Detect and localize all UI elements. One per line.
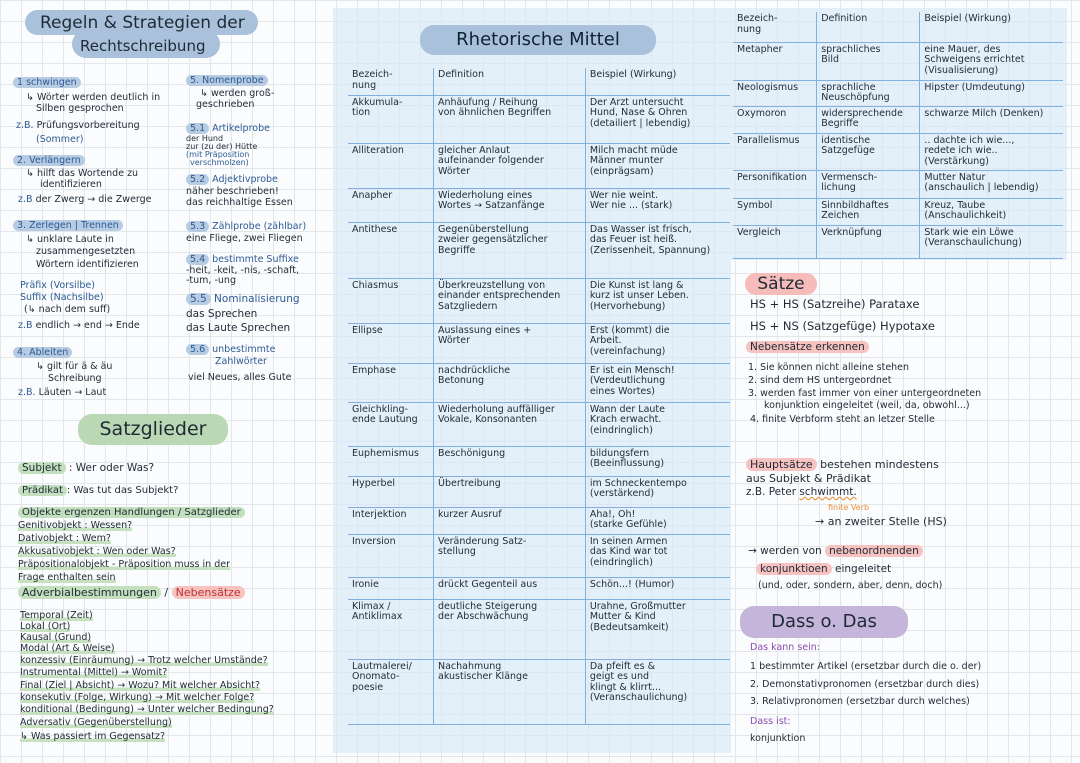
- text: endlich → end → Ende: [35, 320, 140, 331]
- text: z.B. Peter: [746, 486, 797, 498]
- adverbial-item: Instrumental (Mittel) → Womit?: [20, 667, 168, 678]
- heading-zerlegen: 3. Zerlegen | Trennen: [13, 220, 123, 231]
- term-cell: Antithese: [348, 222, 434, 278]
- num: 5.4: [186, 254, 209, 265]
- text: 1. Sie können nicht alleine stehen: [748, 362, 910, 373]
- table-row: [348, 143, 730, 188]
- table-row: [733, 225, 1063, 258]
- text: → werden von: [748, 545, 822, 557]
- text: (↳ nach dem suff): [24, 304, 111, 315]
- text: das Sprechen: [186, 308, 258, 320]
- column-header: Beispiel (Wirkung): [585, 68, 730, 95]
- definition-cell: nachdrückliche Betonung: [434, 363, 586, 402]
- text: -heit, -keit, -nis, -schaft,: [186, 265, 299, 276]
- term-cell: Oxymoron: [733, 106, 817, 133]
- text: 3. Relativpronomen (ersetzbar durch welches): [750, 696, 970, 707]
- eg-label: z.B: [18, 194, 33, 205]
- text: zur (zu der) Hütte: [186, 142, 258, 151]
- table-row: [733, 198, 1063, 225]
- text: der Zwerg → die Zwerge: [35, 194, 152, 205]
- text: (und, oder, sondern, aber, denn, doch): [758, 580, 943, 591]
- adverbial-item: konzessiv (Einräumung) → Trotz welcher Umstände?: [20, 655, 268, 666]
- text: ↳ unklare Laute in: [26, 234, 114, 245]
- adverbial-item: Modal (Art & Weise): [20, 643, 115, 654]
- definition-cell: Wiederholung auffälliger Vokale, Konsonanten: [434, 402, 586, 446]
- table-row: [348, 446, 730, 476]
- num: 5.3: [186, 221, 209, 232]
- text: finite Verb: [828, 503, 870, 512]
- rhetorik-table-2: [733, 12, 1063, 259]
- text: Präpositionalobjekt - Präposition muss in der: [18, 559, 230, 570]
- example-cell: Urahne, Großmutter Mutter & Kind (Bedeutsamkeit): [585, 599, 730, 659]
- term-cell: Parallelismus: [733, 133, 817, 170]
- table-row: [348, 577, 730, 599]
- table-row: [348, 599, 730, 659]
- text: aus Subjekt & Prädikat: [746, 472, 871, 485]
- text: : Was tut das Subjekt?: [66, 485, 179, 496]
- column-header: Definition: [434, 68, 586, 95]
- definition-cell: Nachahmung akustischer Klänge: [434, 659, 586, 724]
- num: 5.5: [186, 293, 211, 305]
- example-cell: Aha!, Oh! (starke Gefühle): [585, 507, 730, 534]
- definition-cell: deutliche Steigerung der Abschwächung: [434, 599, 586, 659]
- eg-label: z.B.: [18, 387, 36, 398]
- text: bestehen mindestens: [820, 458, 939, 471]
- term-cell: Alliteration: [348, 143, 434, 188]
- example-cell: Kreuz, Taube (Anschaulichkeit): [920, 198, 1063, 225]
- text: Suffix (Nachsilbe): [20, 292, 104, 303]
- text: Wörtern identifizieren: [36, 259, 139, 270]
- term-cell: Hyperbel: [348, 476, 434, 507]
- text: → an zweiter Stelle (HS): [815, 515, 947, 528]
- table-row: [733, 106, 1063, 133]
- example-cell: Wann der Laute Krach erwacht. (eindringlich): [585, 402, 730, 446]
- definition-cell: Überkreuzstellung von einander entsprechenden Satzgliedern: [434, 278, 586, 323]
- num: 5.2: [186, 174, 209, 185]
- definition-cell: Beschönigung: [434, 446, 586, 476]
- example-cell: Hipster (Umdeutung): [920, 80, 1063, 106]
- example-cell: bildungsfern (Beeinflussung): [585, 446, 730, 476]
- heading-artikelprobe: Artikelprobe: [212, 123, 270, 134]
- term-cell: Anapher: [348, 188, 434, 222]
- definition-cell: Auslassung eines + Wörter: [434, 323, 586, 363]
- term-cell: Metapher: [733, 42, 817, 80]
- table-row: [733, 170, 1063, 198]
- example-cell: Stark wie ein Löwe (Veranschaulichung): [920, 225, 1063, 258]
- heading-das: Das kann sein:: [750, 642, 820, 653]
- definition-cell: sprachliche Neuschöpfung: [817, 80, 920, 106]
- example-cell: Wer nie weint. Wer nie ... (stark): [585, 188, 730, 222]
- definition-cell: drückt Gegenteil aus: [434, 577, 586, 599]
- definition-cell: gleicher Anlaut aufeinander folgender Wörter: [434, 143, 586, 188]
- table-row: [348, 476, 730, 507]
- text: nebenordnenden: [825, 545, 923, 557]
- column-header: Definition: [817, 12, 920, 42]
- example-cell: Mutter Natur (anschaulich | lebendig): [920, 170, 1063, 198]
- table-row: [348, 323, 730, 363]
- definition-cell: Sinnbildhaftes Zeichen: [817, 198, 920, 225]
- term-cell: Akkumula- tion: [348, 95, 434, 143]
- text: verschmolzen): [190, 158, 249, 167]
- text: 4. finite Verbform steht an letzer Stelle: [750, 414, 935, 425]
- table-row: [733, 80, 1063, 106]
- text: 2. Demonstativpronomen (ersetzbar durch dies): [750, 679, 980, 690]
- term-cell: Euphemismus: [348, 446, 434, 476]
- term-cell: Neologismus: [733, 80, 817, 106]
- example-cell: eine Mauer, des Schweigens errichtet (Visualisierung): [920, 42, 1063, 80]
- term-cell: Symbol: [733, 198, 817, 225]
- text: Frage enthalten sein: [18, 572, 116, 583]
- heading-nomenprobe: 5. Nomenprobe: [186, 75, 268, 86]
- example-cell: Er ist ein Mensch! (Verdeutlichung eines Wortes): [585, 363, 730, 402]
- example-cell: Da pfeift es & geigt es und klingt & klirrt... (Veranschaulichung): [585, 659, 730, 724]
- definition-cell: sprachliches Bild: [817, 42, 920, 80]
- label-praedikat: Prädikat: [18, 485, 67, 496]
- example-cell: Schön...! (Humor): [585, 577, 730, 599]
- definition-cell: identische Satzgefüge: [817, 133, 920, 170]
- definition-cell: Übertreibung: [434, 476, 586, 507]
- term-cell: Lautmalerei/ Onomato- poesie: [348, 659, 434, 724]
- heading-schwingen: 1 schwingen: [13, 77, 81, 88]
- term-cell: Chiasmus: [348, 278, 434, 323]
- table-row: [348, 402, 730, 446]
- adverbial-item: Final (Ziel | Absicht) → Wozu? Mit welcher Absicht?: [20, 680, 260, 691]
- text: : Wer oder Was?: [68, 462, 155, 474]
- term-cell: Gleichkling- ende Lautung: [348, 402, 434, 446]
- text: (mit Präposition: [186, 150, 250, 159]
- example-cell: im Schneckentempo (verstärkend): [585, 476, 730, 507]
- term-cell: Vergleich: [733, 225, 817, 258]
- label-subjekt: Subjekt: [18, 462, 66, 474]
- eg-label: z.B: [18, 320, 33, 331]
- text: /: [164, 586, 169, 599]
- text: das Laute Sprechen: [186, 322, 291, 334]
- adverbial-item: Temporal (Zeit): [20, 610, 93, 621]
- adverbial-item: konditional (Bedingung) → Unter welcher Bedingung?: [20, 704, 274, 715]
- label-adverbial: Adverbialbestimmungen: [18, 586, 161, 599]
- label-objekte: Objekte ergenzen Handlungen / Satzglieder: [18, 507, 245, 518]
- text: konjunktioen: [756, 563, 832, 575]
- heading-adjektivprobe: Adjektivprobe: [212, 174, 278, 185]
- adverbial-item: konsekutiv (Folge, Wirkung) → Mit welcher Folge?: [20, 692, 255, 703]
- text: 3. werden fast immer von einer untergeordneten: [748, 388, 982, 399]
- table-row: [348, 222, 730, 278]
- text: Schreibung: [48, 373, 102, 384]
- title-rhetorik: Rhetorische Mittel: [420, 25, 656, 55]
- table-row: [348, 95, 730, 143]
- example-cell: In seinen Armen das Kind war tot (eindringlich): [585, 534, 730, 577]
- text: 2. sind dem HS untergeordnet: [748, 375, 892, 386]
- text: HS + HS (Satzreihe) Parataxe: [750, 297, 920, 311]
- table-header-row: [348, 68, 730, 95]
- definition-cell: Wiederholung eines Wortes → Satzanfänge: [434, 188, 586, 222]
- definition-cell: Verknüpfung: [817, 225, 920, 258]
- heading-dass: Dass ist:: [750, 716, 791, 727]
- rhetorik-table: [348, 68, 730, 725]
- title-line-2: Rechtschreibung: [80, 37, 206, 55]
- table-row: [348, 659, 730, 724]
- table-header-row: [733, 12, 1063, 42]
- title-satzglieder: Satzglieder: [78, 414, 228, 445]
- table-row: [348, 534, 730, 577]
- example-cell: schwarze Milch (Denken): [920, 106, 1063, 133]
- term-cell: Inversion: [348, 534, 434, 577]
- example-cell: Erst (kommt) die Arbeit. (vereinfachung): [585, 323, 730, 363]
- table-row: [348, 363, 730, 402]
- adverbial-item: ↳ Was passiert im Gegensatz?: [20, 731, 165, 742]
- text: Läuten → Laut: [38, 387, 107, 398]
- definition-cell: Gegenüberstellung zweier gegensätzlicher Begriffe: [434, 222, 586, 278]
- text: der Hund: [186, 134, 224, 143]
- text: Präfix (Vorsilbe): [20, 280, 95, 291]
- text: eine Fliege, zwei Fliegen: [186, 233, 303, 244]
- text: das reichhaltige Essen: [186, 197, 293, 208]
- text: ↳ Wörter werden deutlich in: [26, 92, 161, 103]
- text: näher beschrieben!: [186, 186, 279, 197]
- eg-label: z.B.: [16, 120, 34, 131]
- example-cell: Das Wasser ist frisch, das Feuer ist heiß. (Zerissenheit, Spannung): [585, 222, 730, 278]
- text: ↳ werden groß-: [200, 88, 275, 99]
- column-header: Bezeich- nung: [348, 68, 434, 95]
- text: konjunktion: [750, 733, 806, 744]
- term-cell: Ellipse: [348, 323, 434, 363]
- text: Akkusativobjekt : Wen oder Was?: [18, 546, 176, 557]
- adverbial-item: Kausal (Grund): [20, 632, 92, 643]
- text: Prüfungsvorbereitung: [36, 120, 140, 131]
- text: Zahlwörter: [215, 356, 267, 367]
- example-cell: Der Arzt untersucht Hund, Nase & Ohren (detailiert | lebendig): [585, 95, 730, 143]
- title-saetze: Sätze: [745, 273, 817, 295]
- term-cell: Personifikation: [733, 170, 817, 198]
- definition-cell: Anhäufung / Reihung von ähnlichen Begriffen: [434, 95, 586, 143]
- term-cell: Interjektion: [348, 507, 434, 534]
- heading-ableiten: 4. Ableiten: [13, 347, 72, 358]
- text: geschrieben: [196, 99, 255, 110]
- text: ↳ hilft das Wortende zu: [26, 168, 139, 179]
- term-cell: Klimax / Antiklimax: [348, 599, 434, 659]
- text: viel Neues, alles Gute: [188, 372, 292, 383]
- text: (Sommer): [36, 134, 84, 145]
- term-cell: Ironie: [348, 577, 434, 599]
- text: konjunktion eingeleitet (weil, da, obwohl...): [764, 400, 970, 411]
- text: HS + NS (Satzgefüge) Hypotaxe: [750, 319, 935, 333]
- table-row: [733, 42, 1063, 80]
- adverbial-item: Adversativ (Gegenüberstellung): [20, 717, 172, 728]
- table-row: [733, 133, 1063, 170]
- title-dass-das: Dass o. Das: [740, 606, 908, 638]
- example-cell: Milch macht müde Männer munter (einprägsam): [585, 143, 730, 188]
- term-cell: Emphase: [348, 363, 434, 402]
- label-nebensaetze: Nebensätze: [172, 586, 245, 599]
- definition-cell: kurzer Ausruf: [434, 507, 586, 534]
- heading-suffixe: bestimmte Suffixe: [212, 254, 299, 265]
- text: -tum, -ung: [186, 275, 236, 286]
- text: identifizieren: [40, 179, 102, 190]
- table-row: [348, 278, 730, 323]
- table-row: [348, 507, 730, 534]
- heading-verlaengern: 2. Verlängern: [13, 155, 85, 166]
- table-row: [348, 188, 730, 222]
- title-line-1: Regeln & Strategien der: [40, 13, 245, 33]
- example-cell: Die Kunst ist lang & kurz ist unser Leben. (Hervorhebung): [585, 278, 730, 323]
- column-header: Beispiel (Wirkung): [920, 12, 1063, 42]
- text: Dativobjekt : Wem?: [18, 533, 111, 544]
- num: 5.1: [186, 123, 209, 134]
- heading-ns-erkennen: Nebensätze erkennen: [746, 341, 869, 353]
- column-header: Bezeich- nung: [733, 12, 817, 42]
- text: 1 bestimmter Artikel (ersetzbar durch die o. der): [750, 661, 982, 672]
- heading-unbestimmte: unbestimmte: [212, 344, 276, 355]
- heading-hauptsaetze: Hauptsätze: [746, 458, 817, 471]
- text: schwimmt.: [799, 486, 857, 498]
- text: ↳ gilt für ä & äu: [36, 361, 113, 372]
- text: eingeleitet: [835, 563, 892, 575]
- text: Genitivobjekt : Wessen?: [18, 520, 133, 531]
- definition-cell: Veränderung Satz- stellung: [434, 534, 586, 577]
- definition-cell: Vermensch- lichung: [817, 170, 920, 198]
- example-cell: .. dachte ich wie..., redete ich wie.. (Verstärkung): [920, 133, 1063, 170]
- heading-zaehlprobe: Zählprobe (zählbar): [212, 221, 307, 232]
- adverbial-item: Lokal (Ort): [20, 621, 71, 632]
- text: Silben gesprochen: [36, 103, 124, 114]
- text: zusammengesetzten: [36, 246, 136, 257]
- definition-cell: widersprechende Begriffe: [817, 106, 920, 133]
- num: 5.6: [186, 344, 209, 355]
- heading-nominalisierung: Nominalisierung: [214, 293, 300, 305]
